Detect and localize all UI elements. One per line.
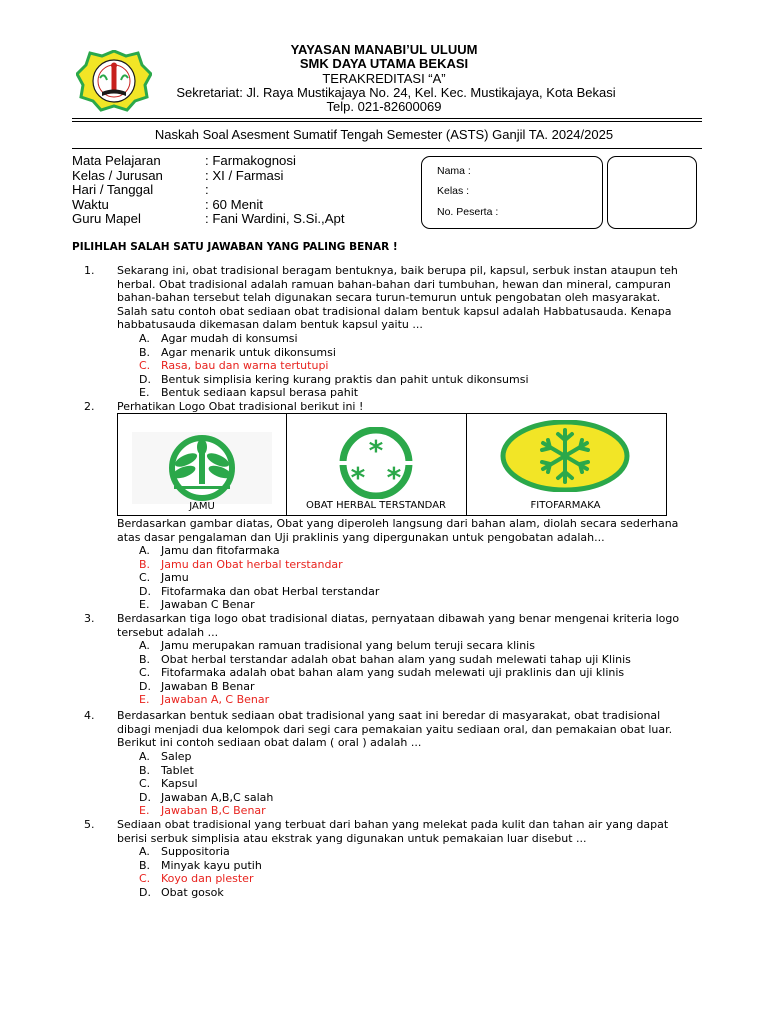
info-value: : XI / Farmasi [205, 167, 284, 183]
question-line: Sediaan obat tradisional yang terbuat dari bahan yang melekat pada kulit dan tahan air yang dapat [117, 818, 669, 831]
question-line: Berikut ini contoh sediaan obat dalam ( oral ) adalah ... [117, 736, 422, 749]
info-label: Mata Pelajaran [72, 153, 161, 168]
option[interactable] [139, 764, 194, 778]
info-label: Waktu [72, 196, 109, 212]
option[interactable] [139, 346, 336, 360]
question-number: 1. [84, 264, 95, 277]
question-line: tersebut adalah ... [117, 625, 219, 639]
logo-caption: FITOFARMAKA [530, 500, 601, 511]
score-box[interactable] [607, 156, 697, 229]
option[interactable] [139, 585, 379, 599]
option[interactable] [139, 750, 192, 764]
option[interactable] [139, 859, 262, 873]
option[interactable] [139, 571, 189, 585]
option-letter: B. [139, 557, 151, 571]
option-text: Jawaban B,C Benar [161, 804, 266, 817]
option-text: Bentuk simplisia kering kurang praktis dan pahit untuk dikonsumsi [161, 372, 529, 386]
info-label: Hari / Tanggal [72, 182, 154, 197]
question-line: Sekarang ini, obat tradisional beragam bentuknya, baik berupa pil, kapsul, serbuk instan ataupun teh [117, 264, 678, 277]
question-number: 5. [84, 818, 95, 831]
option-letter: A. [139, 544, 150, 557]
info-label: Kelas / Jurusan [72, 167, 163, 183]
question-number: 3. [84, 612, 95, 625]
option-text: Jawaban C Benar [161, 598, 255, 611]
question-number: 4. [84, 709, 95, 722]
option-correct[interactable] [139, 558, 343, 572]
school-phone: Telp. 021-82600069 [326, 99, 442, 114]
option-letter: C. [139, 571, 151, 584]
logo-caption: JAMU [189, 501, 215, 512]
option-letter: A. [139, 639, 150, 652]
question-text [117, 517, 696, 544]
option[interactable] [139, 598, 255, 612]
option-text: Agar menarik untuk dikonsumsi [161, 345, 336, 359]
svg-text:*: * [386, 461, 402, 494]
option-text: Jawaban B Benar [161, 679, 255, 693]
option-letter: B. [139, 858, 151, 872]
question-line: herbal. Obat tradisional adalah ramuan bahan-bahan dari tumbuhan, hewan dan mineral, campuran [117, 277, 671, 291]
question-line: bahan-bahan tersebut telah digunakan secara turun-temurun untuk pengobatan oleh masyarakat. [117, 291, 661, 304]
option[interactable] [139, 666, 624, 680]
title-divider [72, 148, 702, 149]
student-identity-box[interactable] [421, 156, 603, 229]
question-number: 2. [84, 399, 95, 413]
option[interactable] [139, 886, 224, 900]
logo-cell-fitofarmaka [466, 414, 665, 515]
option[interactable] [139, 791, 273, 805]
option-correct[interactable] [139, 872, 253, 886]
info-row [72, 212, 345, 227]
option-letter: E. [139, 386, 150, 399]
info-value: : [205, 182, 209, 197]
student-number-label: No. Peserta : [437, 206, 499, 218]
logo-caption: OBAT HERBAL TERSTANDAR [305, 500, 446, 511]
info-label: Guru Mapel [72, 211, 141, 226]
logo-table [117, 413, 667, 516]
header-divider [72, 118, 702, 119]
exam-title: Naskah Soal Asesment Sumatif Tengah Semester (ASTS) Ganjil TA. 2024/2025 [154, 127, 614, 142]
question-intro: Perhatikan Logo Obat tradisional berikut ini ! [117, 399, 364, 413]
option-letter: B. [139, 763, 151, 777]
option-text: Bentuk sediaan kapsul berasa pahit [161, 386, 359, 399]
option-letter: D. [139, 372, 151, 386]
question-line: Berdasarkan bentuk sediaan obat tradisional yang saat ini beredar di masyarakat, obat tradisional [117, 709, 661, 722]
info-value: : Farmakognosi [205, 153, 296, 168]
option[interactable] [139, 332, 298, 346]
option-letter: E. [139, 598, 150, 611]
question-text [117, 612, 696, 639]
student-name-label: Nama : [437, 165, 471, 177]
option-letter: E. [139, 693, 150, 706]
option-text: Minyak kayu putih [161, 858, 262, 872]
header-divider-thin [72, 121, 702, 122]
question-line: dibagi menjadi dua kelompok dari segi cara pemakaian yaitu sediaan oral, dan pemakaian obat luar. [117, 722, 673, 736]
info-row [72, 169, 345, 184]
option-letter: D. [139, 885, 151, 899]
obat-herbal-terstandar-logo [301, 427, 451, 499]
option-letter: D. [139, 679, 151, 693]
option[interactable] [139, 639, 535, 653]
option-letter: A. [139, 332, 150, 345]
option-text: Suppositoria [161, 845, 230, 858]
option[interactable] [139, 680, 255, 694]
exam-info [72, 154, 345, 227]
option[interactable] [139, 544, 280, 558]
jamu-logo [132, 432, 272, 504]
option-letter: A. [139, 750, 150, 763]
option-letter: B. [139, 652, 151, 666]
option-text: Jamu merupakan ramuan tradisional yang belum teruji secara klinis [161, 639, 535, 652]
svg-text:*: * [368, 434, 384, 467]
option-letter: C. [139, 666, 151, 679]
option[interactable] [139, 386, 358, 400]
option-text: Salep [161, 750, 192, 763]
option-text: Koyo dan plester [161, 872, 254, 885]
option-text: Jamu dan Obat herbal terstandar [161, 557, 343, 571]
option-correct[interactable] [139, 359, 328, 373]
info-value: : Fani Wardini, S.Si.,Apt [205, 211, 345, 226]
foundation-name: YAYASAN MANABI’UL ULUUM [290, 42, 478, 57]
question-line: atas dasar pengalaman dan Uji praklinis yang dipergunakan untuk pengobatan adalah... [117, 530, 605, 544]
info-row [72, 183, 345, 198]
option-text: Tablet [161, 763, 194, 777]
info-value: : 60 Menit [205, 196, 263, 212]
option-text: Fitofarmaka adalah obat bahan alam yang sudah melewati uji praklinis dan uji klinis [161, 666, 625, 679]
option-letter: C. [139, 872, 151, 885]
info-row [72, 154, 345, 169]
option[interactable] [139, 777, 198, 791]
option-text: Obat herbal terstandar adalah obat bahan alam yang sudah melewati tahap uji Klinis [161, 652, 631, 666]
option-letter: D. [139, 790, 151, 804]
logo-cell-jamu [118, 414, 287, 515]
option-letter: A. [139, 845, 150, 858]
option-letter: C. [139, 777, 151, 790]
school-address: Sekretariat: Jl. Raya Mustikajaya No. 24, Kel. Kec. Mustikajaya, Kota Bekasi [176, 85, 616, 100]
option-text: Fitofarmaka dan obat Herbal terstandar [161, 584, 380, 598]
option[interactable] [139, 845, 230, 859]
question-line: berisi serbuk simplisia atau ekstrak yang digunakan untuk pemakaian luar disebut ... [117, 831, 587, 845]
option-text: Jawaban A,B,C salah [161, 790, 274, 804]
option-text: Jamu dan fitofarmaka [161, 544, 280, 557]
option-text: Obat gosok [161, 885, 224, 899]
accreditation: TERAKREDITASI “A” [322, 71, 446, 86]
option-text: Jamu [161, 571, 189, 584]
question-line: Salah satu contoh obat sediaan obat tradisional dalam bentuk kapsul adalah Habbatusauda. Kenapa [117, 304, 672, 318]
option-text: Kapsul [161, 777, 198, 790]
logo-cell-oht [286, 414, 467, 515]
option-letter: B. [139, 345, 151, 359]
svg-text:*: * [350, 461, 366, 494]
question-line: Berdasarkan gambar diatas, Obat yang diperoleh langsung dari bahan alam, diolah secara sederhana [117, 517, 679, 530]
option-correct[interactable] [139, 693, 269, 707]
option[interactable] [139, 653, 631, 667]
school-name: SMK DAYA UTAMA BEKASI [299, 56, 469, 71]
question-text [117, 818, 696, 845]
fitofarmaka-logo [500, 420, 630, 492]
option-letter: D. [139, 584, 151, 598]
option-text: Agar mudah di konsumsi [161, 332, 298, 345]
instruction: PILIHLAH SALAH SATU JAWABAN YANG PALING BENAR ! [72, 241, 398, 253]
question-line: habbatusauda dikemasan dalam bentuk kapsul yaitu ... [117, 318, 423, 331]
option-letter: C. [139, 359, 151, 372]
option-correct[interactable] [139, 804, 266, 818]
question-line: Berdasarkan tiga logo obat tradisional diatas, pernyataan dibawah yang benar mengenai kriteria logo [117, 612, 680, 625]
option-text: Rasa, bau dan warna tertutupi [161, 359, 329, 372]
question-text [117, 264, 696, 332]
option-text: Jawaban A, C Benar [161, 693, 270, 706]
student-class-label: Kelas : [437, 185, 470, 197]
info-row [72, 198, 345, 213]
option-letter: E. [139, 804, 150, 817]
option[interactable] [139, 373, 529, 387]
question-text [117, 709, 696, 750]
